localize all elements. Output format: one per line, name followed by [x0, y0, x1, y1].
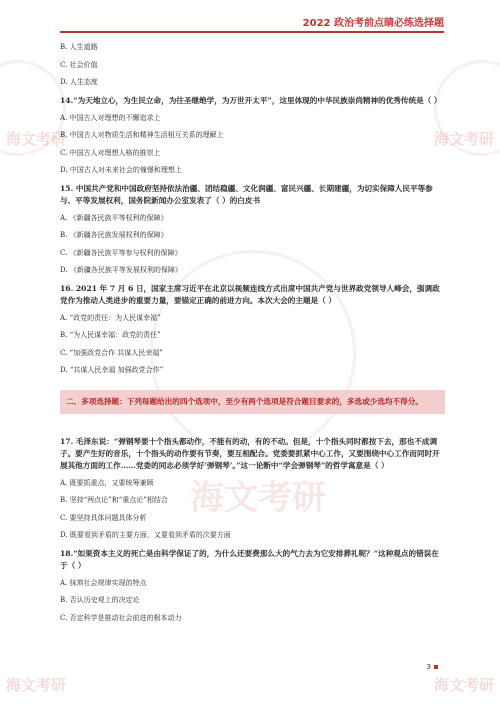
- watermark-logo: 海文考研: [433, 676, 494, 694]
- option: A. 《新疆各民族平等权利的保障》: [60, 213, 168, 222]
- header-divider: [60, 31, 444, 33]
- question-16-stem: 16. 2021 年 7 月 6 日，国家主席习近平在北京以视频连线方式出席中国共产党与世界政党领导人峰会，强调政党作为推动人类进步的重要力量，要锚定正确的前进方向。本次大会的主题是（ ）: [60, 283, 440, 305]
- option: B. “为人民谋幸福：政党的责任”: [60, 331, 161, 339]
- question-17-stem: 17. 毛泽东说：“弹钢琴要十个指头都动作，不能有的动，有的不动。但是，十个指头同时都按下去，那也不成调子。要产生好的音乐，十个指头的动作要有节奏，要互相配合。党委要抓紧中心工作，又要围绕中心工作而同时开展其他方面的工作……党委的同志必须学好‘弹钢琴’。”这一论断中“学会弹钢琴”的哲学寓意是（ ）: [60, 436, 440, 470]
- option: B. 《新疆各民族发展权利的保障》: [60, 231, 168, 239]
- option: B. 坚持“两点论”和“重点论”相结合: [60, 496, 168, 504]
- option: D. 中国古人对未来社会的憧憬和理想上: [60, 166, 182, 174]
- option: A. 中国古人对理想的不懈追求上: [60, 113, 161, 122]
- question-18-stem: 18.“如果资本主义的死亡是由科学保证了的，为什么还要费那么大的气力去为它安排葬礼呢？”这种观点的错误在于（ ）: [60, 548, 439, 570]
- option: B. 中国古人对物质生活和精神生活相互关系的理解上: [60, 131, 224, 139]
- option: C. 社会价值: [60, 60, 98, 69]
- watermark-center-text: 海文考研: [190, 478, 326, 518]
- option: A. 抹煞社会规律实现的特点: [60, 578, 147, 587]
- question-13-options: [60, 42, 445, 88]
- option: B. 人生道路: [60, 43, 98, 51]
- watermark-logo: 海文考研: [6, 130, 67, 148]
- option: B. 否认历史观上的决定论: [60, 596, 140, 604]
- option: C. “加强政党合作 共谋人民幸福”: [60, 348, 163, 357]
- section-multiple-choice-header: 二、多项选择题：下列每题给出的四个选项中，至少有两个选项是符合题目要求的，多选或少选均不得分。: [60, 390, 445, 414]
- option: C. 《新疆各民族平等参与权利的保障》: [60, 248, 182, 257]
- option: D. “共谋人民幸福 加强政党合作”: [60, 366, 164, 374]
- option: A. “政党的责任：为人民谋幸福”: [60, 313, 161, 322]
- option: A. 既要抓重点，又要统筹兼顾: [60, 478, 154, 487]
- option: C. 中国古人对理想人格的推崇上: [60, 148, 161, 157]
- option: D. 人生态度: [60, 78, 98, 86]
- option: D. 《新疆各民族平等发展权利的保障》: [60, 266, 182, 274]
- watermark-logo: 海文考研: [433, 130, 494, 148]
- page-number: [427, 663, 438, 671]
- question-content: [60, 42, 445, 630]
- option: C. 要坚持具体问题具体分析: [60, 513, 147, 522]
- page-marker-square: [434, 665, 438, 669]
- question-15-stem: 15. 中国共产党和中国政府坚持依法治疆、团结稳疆、文化润疆、富民兴疆、长期建疆，为切实保障人民平等参与、平等发展权利，国务院新闻办公室发表了（ ）的白皮书: [60, 183, 433, 205]
- watermark-logo: 海文考研: [6, 676, 67, 694]
- question-14-stem: 14.“为天地立心，为生民立命，为往圣继绝学，为万世开太平”，这里体现的中华民族崇尚精神的优秀传统是（ ）: [60, 95, 442, 105]
- page-number-text: 3: [426, 663, 431, 671]
- option: C. 否定科学是推动社会前进的根本动力: [60, 613, 182, 622]
- option: D. 既要看到矛盾的主要方面，又要看到矛盾的次要方面: [60, 531, 231, 539]
- page-header-title: 2022 政治考前点睛必练选择题: [302, 18, 444, 29]
